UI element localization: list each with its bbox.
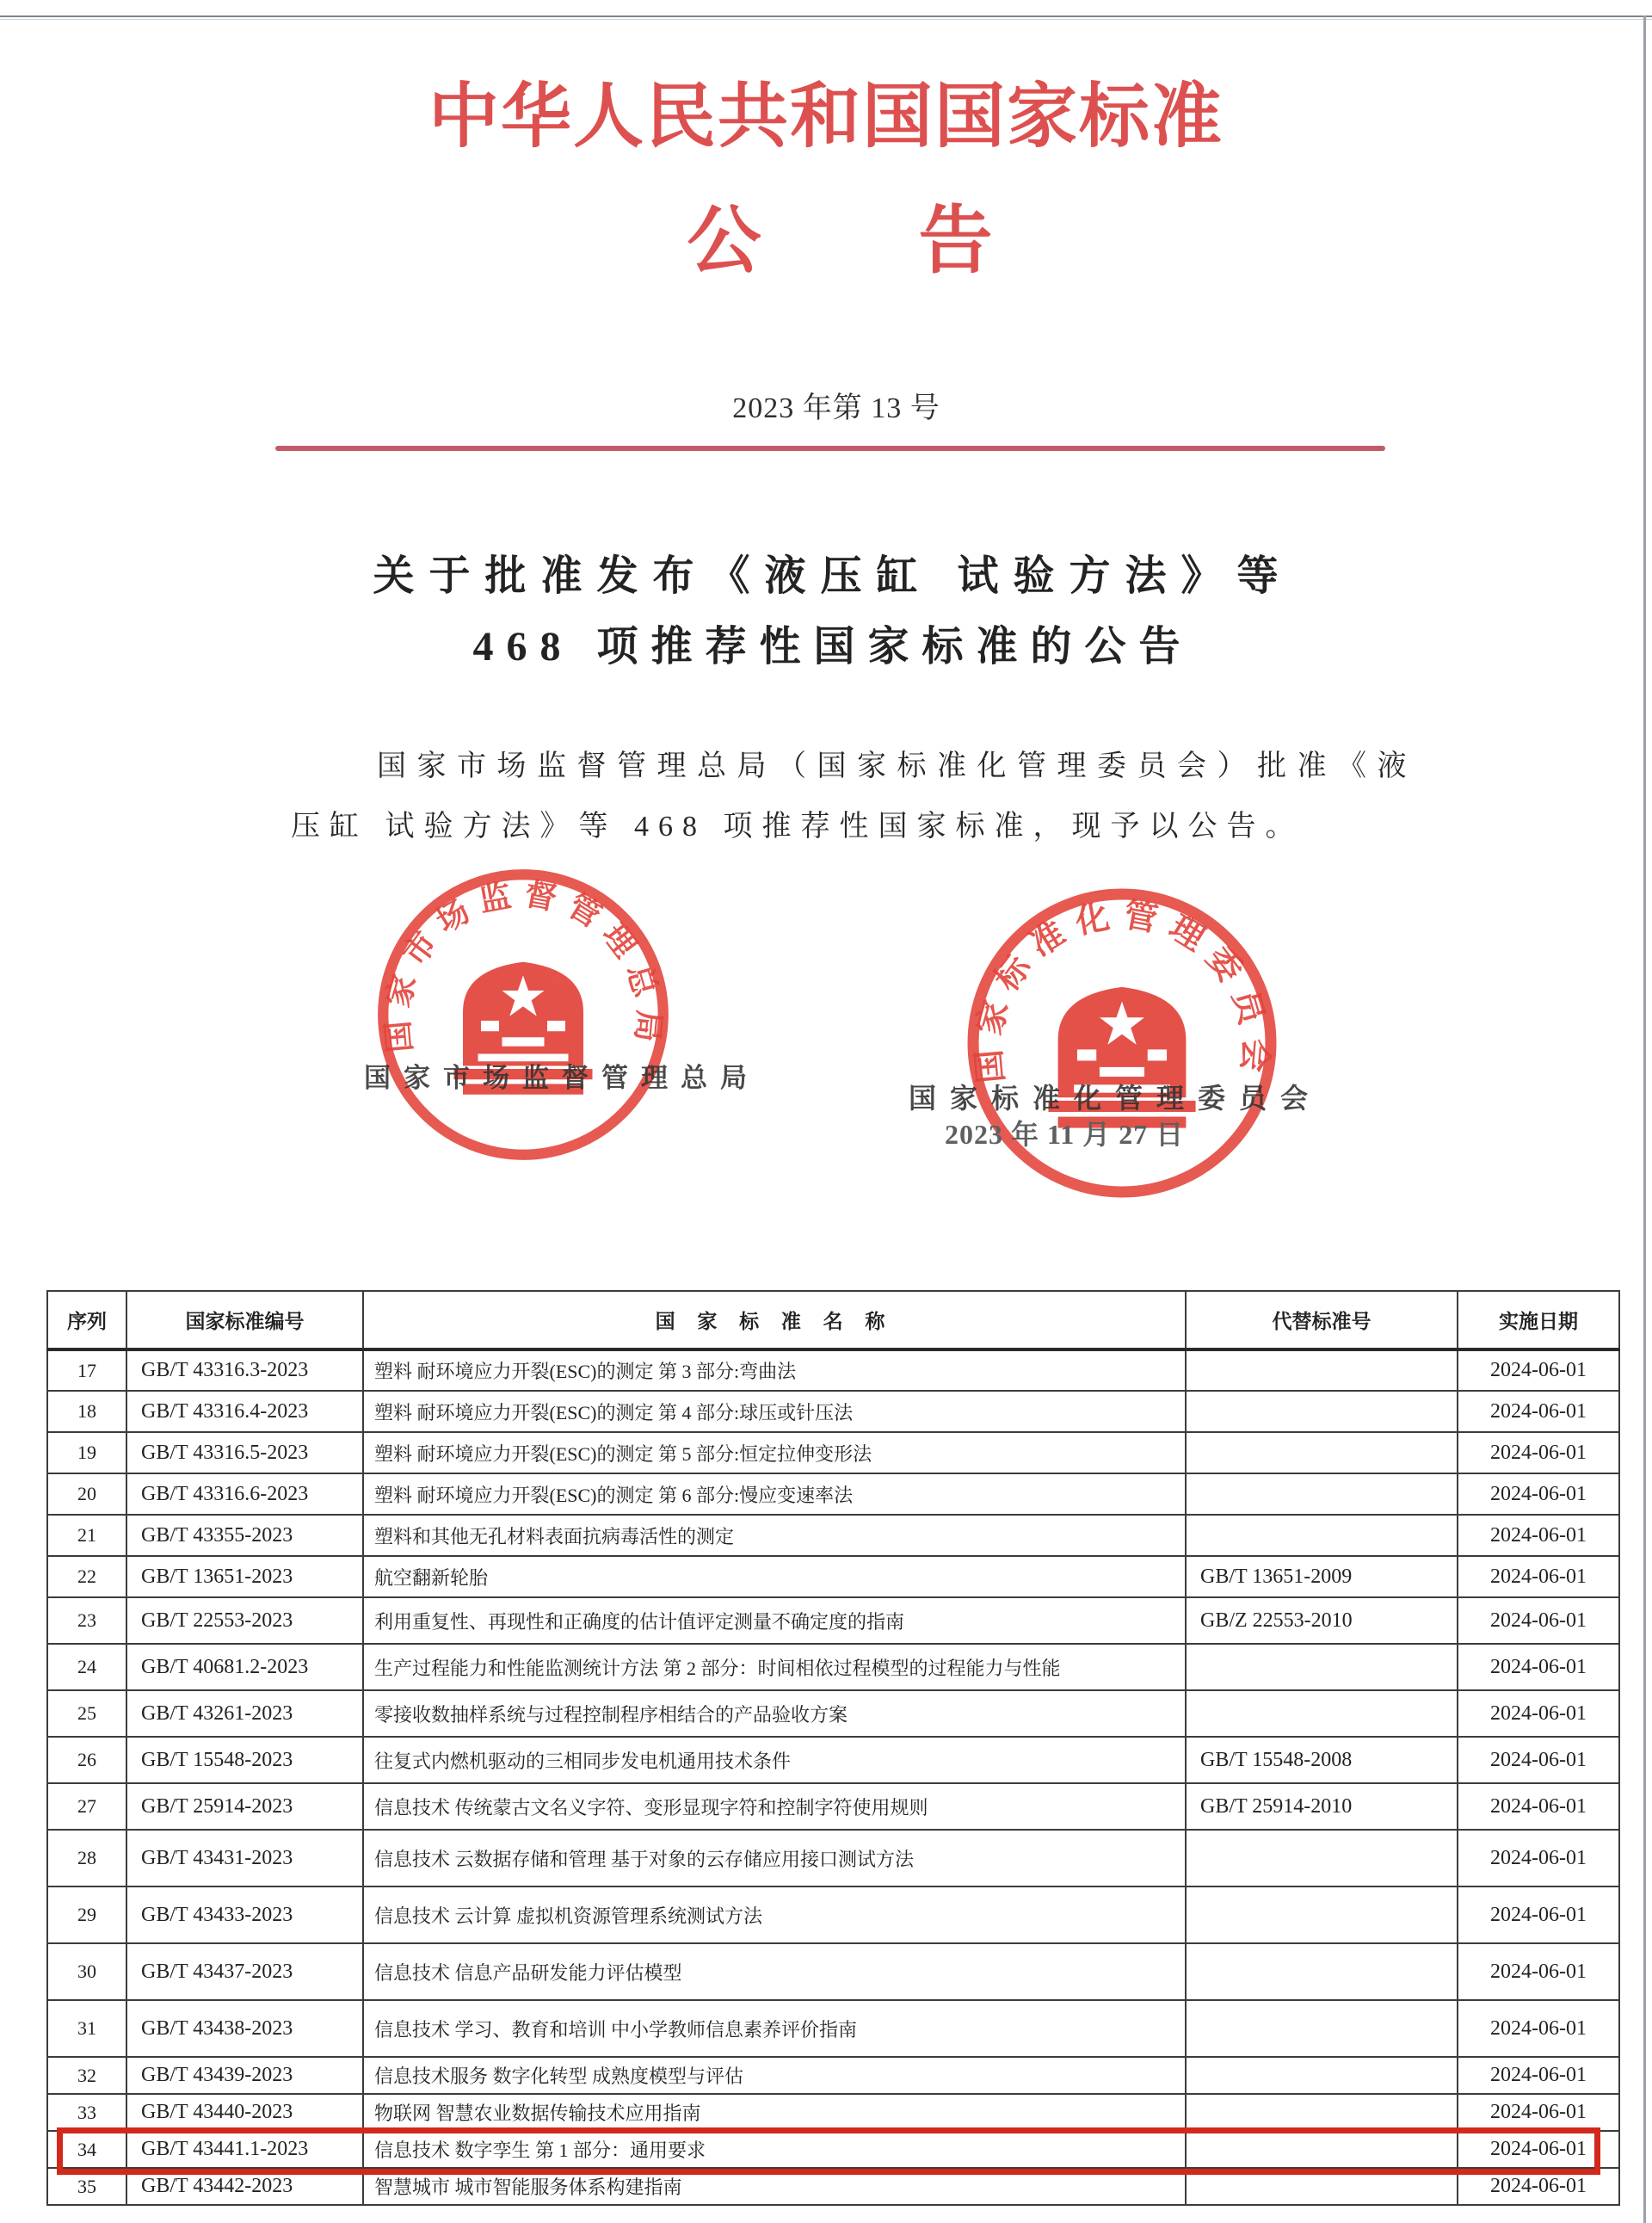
cell-seq: 21 (47, 1515, 126, 1556)
cell-seq: 35 (47, 2168, 126, 2205)
cell-seq: 34 (47, 2131, 126, 2168)
document-main-title: 中华人民共和国国家标准 (428, 77, 1224, 156)
cell-date: 2024-06-01 (1458, 1783, 1619, 1830)
cell-seq: 18 (47, 1391, 126, 1432)
table-row (47, 1830, 1619, 1886)
table-row (47, 1515, 1619, 1556)
cell-code: GB/T 43316.4-2023 (126, 1391, 363, 1432)
notice-body-line2: 压缸 试验方法》等 468 项推荐性国家标准，现予以公告。 (291, 811, 1304, 843)
cell-name: 信息技术 云数据存储和管理 基于对象的云存储应用接口测试方法 (363, 1830, 1186, 1886)
header-seq: 序列 (47, 1291, 126, 1349)
table-row (47, 1690, 1619, 1737)
table-row (47, 2094, 1619, 2131)
cell-seq: 27 (47, 1783, 126, 1830)
cell-code: GB/T 43442-2023 (126, 2168, 363, 2205)
table-row (47, 2000, 1619, 2057)
notice-title-line2: 468 项推荐性国家标准的公告 (472, 624, 1193, 670)
page-edge-top-line (0, 15, 1652, 17)
page-edge-top-line-light (0, 19, 1652, 20)
red-separator-line (275, 446, 1385, 451)
signature-samr: 国家市场监督管理总局 (364, 1063, 760, 1093)
table-row (47, 1597, 1619, 1644)
cell-date: 2024-06-01 (1458, 2131, 1619, 2168)
cell-seq: 20 (47, 1473, 126, 1515)
cell-replaces (1186, 1830, 1458, 1886)
cell-seq: 17 (47, 1349, 126, 1391)
cell-date: 2024-06-01 (1458, 1737, 1619, 1783)
seal-ring-text: 国家市场监督管理总局 (379, 875, 668, 1054)
cell-name: 信息技术 数字孪生 第 1 部分：通用要求 (363, 2131, 1186, 2168)
table-row (47, 1943, 1619, 2000)
cell-name: 塑料和其他无孔材料表面抗病毒活性的测定 (363, 1515, 1186, 1556)
table-row (47, 1737, 1619, 1783)
header-name: 国 家 标 准 名 称 (363, 1291, 1186, 1349)
cell-replaces (1186, 1943, 1458, 2000)
cell-code: GB/T 43316.3-2023 (126, 1349, 363, 1391)
cell-code: GB/T 25914-2023 (126, 1783, 363, 1830)
cell-name: 生产过程能力和性能监测统计方法 第 2 部分：时间相依过程模型的过程能力与性能 (363, 1644, 1186, 1690)
notice-title-line1: 关于批准发布《液压缸 试验方法》等 (373, 553, 1293, 599)
cell-code: GB/T 43316.6-2023 (126, 1473, 363, 1515)
cell-replaces (1186, 1473, 1458, 1515)
cell-code: GB/T 22553-2023 (126, 1597, 363, 1644)
cell-replaces (1186, 2057, 1458, 2094)
cell-seq: 23 (47, 1597, 126, 1644)
cell-date: 2024-06-01 (1458, 1830, 1619, 1886)
cell-code: GB/T 13651-2023 (126, 1556, 363, 1597)
cell-code: GB/T 43431-2023 (126, 1830, 363, 1886)
page-edge-right-line (1643, 15, 1646, 2223)
cell-name: 往复式内燃机驱动的三相同步发电机通用技术条件 (363, 1737, 1186, 1783)
cell-code: GB/T 43261-2023 (126, 1690, 363, 1737)
cell-name: 塑料 耐环境应力开裂(ESC)的测定 第 3 部分:弯曲法 (363, 1349, 1186, 1391)
cell-seq: 29 (47, 1886, 126, 1943)
cell-date: 2024-06-01 (1458, 2057, 1619, 2094)
cell-seq: 22 (47, 1556, 126, 1597)
cell-date: 2024-06-01 (1458, 1432, 1619, 1473)
cell-replaces (1186, 1644, 1458, 1690)
cell-date: 2024-06-01 (1458, 2094, 1619, 2131)
table-header-row (47, 1291, 1619, 1349)
cell-seq: 33 (47, 2094, 126, 2131)
header-date: 实施日期 (1458, 1291, 1619, 1349)
notice-body-line1: 国家市场监督管理总局（国家标准化管理委员会）批准《液 (377, 750, 1417, 782)
cell-replaces: GB/T 13651-2009 (1186, 1556, 1458, 1597)
cell-seq: 32 (47, 2057, 126, 2094)
cell-date: 2024-06-01 (1458, 1597, 1619, 1644)
cell-replaces (1186, 1690, 1458, 1737)
cell-seq: 31 (47, 2000, 126, 2057)
cell-replaces: GB/Z 22553-2010 (1186, 1597, 1458, 1644)
highlight-box-row-34 (57, 2127, 1600, 2175)
cell-name: 塑料 耐环境应力开裂(ESC)的测定 第 6 部分:慢应变速率法 (363, 1473, 1186, 1515)
signature-sac: 国家标准化管理委员会 (909, 1083, 1322, 1114)
table-row (47, 1473, 1619, 1515)
official-seal-sac (962, 883, 1282, 1203)
cell-name: 塑料 耐环境应力开裂(ESC)的测定 第 5 部分:恒定拉伸变形法 (363, 1432, 1186, 1473)
cell-date: 2024-06-01 (1458, 1644, 1619, 1690)
cell-seq: 24 (47, 1644, 126, 1690)
cell-name: 信息技术服务 数字化转型 成熟度模型与评估 (363, 2057, 1186, 2094)
cell-seq: 28 (47, 1830, 126, 1886)
cell-name: 物联网 智慧农业数据传输技术应用指南 (363, 2094, 1186, 2131)
header-code: 国家标准编号 (126, 1291, 363, 1349)
table-row (47, 1886, 1619, 1943)
cell-replaces: GB/T 25914-2010 (1186, 1783, 1458, 1830)
announcement-char-2: 告 (918, 200, 993, 282)
cell-replaces (1186, 1391, 1458, 1432)
cell-name: 利用重复性、再现性和正确度的估计值评定测量不确定度的指南 (363, 1597, 1186, 1644)
cell-date: 2024-06-01 (1458, 1515, 1619, 1556)
cell-name: 航空翻新轮胎 (363, 1556, 1186, 1597)
cell-name: 信息技术 传统蒙古文名义字符、变形显现字符和控制字符使用规则 (363, 1783, 1186, 1830)
cell-name: 信息技术 学习、教育和培训 中小学教师信息素养评价指南 (363, 2000, 1186, 2057)
cell-date: 2024-06-01 (1458, 1690, 1619, 1737)
announcement-char-1: 公 (687, 200, 761, 282)
cell-replaces (1186, 1515, 1458, 1556)
cell-code: GB/T 43316.5-2023 (126, 1432, 363, 1473)
table-row (47, 1783, 1619, 1830)
cell-name: 塑料 耐环境应力开裂(ESC)的测定 第 4 部分:球压或针压法 (363, 1391, 1186, 1432)
cell-code: GB/T 43437-2023 (126, 1943, 363, 2000)
cell-seq: 25 (47, 1690, 126, 1737)
cell-date: 2024-06-01 (1458, 1943, 1619, 2000)
cell-date: 2024-06-01 (1458, 1556, 1619, 1597)
cell-code: GB/T 43439-2023 (126, 2057, 363, 2094)
table-row (47, 1432, 1619, 1473)
table-row (47, 1644, 1619, 1690)
cell-code: GB/T 43433-2023 (126, 1886, 363, 1943)
cell-code: GB/T 15548-2023 (126, 1737, 363, 1783)
standards-table (46, 1290, 1620, 2206)
table-row (47, 2057, 1619, 2094)
signature-date: 2023 年 11 月 27 日 (945, 1119, 1185, 1150)
cell-date: 2024-06-01 (1458, 1473, 1619, 1515)
cell-code: GB/T 43355-2023 (126, 1515, 363, 1556)
table-row (47, 1391, 1619, 1432)
cell-replaces (1186, 1886, 1458, 1943)
cell-date: 2024-06-01 (1458, 1391, 1619, 1432)
cell-seq: 26 (47, 1737, 126, 1783)
cell-replaces (1186, 2094, 1458, 2131)
table-row (47, 1556, 1619, 1597)
cell-code: GB/T 40681.2-2023 (126, 1644, 363, 1690)
cell-date: 2024-06-01 (1458, 2168, 1619, 2205)
cell-date: 2024-06-01 (1458, 2000, 1619, 2057)
table-row (47, 1349, 1619, 1391)
official-seal-samr (373, 864, 674, 1165)
cell-code: GB/T 43441.1-2023 (126, 2131, 363, 2168)
cell-name: 信息技术 信息产品研发能力评估模型 (363, 1943, 1186, 2000)
cell-replaces (1186, 2000, 1458, 2057)
cell-date: 2024-06-01 (1458, 1886, 1619, 1943)
cell-replaces (1186, 1349, 1458, 1391)
cell-date: 2024-06-01 (1458, 1349, 1619, 1391)
seal-ring-text: 国家标准化管理委员会 (970, 896, 1274, 1085)
cell-name: 零接收数抽样系统与过程控制程序相结合的产品验收方案 (363, 1690, 1186, 1737)
cell-code: GB/T 43440-2023 (126, 2094, 363, 2131)
cell-replaces (1186, 1432, 1458, 1473)
issue-number: 2023 年第 13 号 (732, 392, 940, 424)
cell-code: GB/T 43438-2023 (126, 2000, 363, 2057)
cell-name: 智慧城市 城市智能服务体系构建指南 (363, 2168, 1186, 2205)
announcement-title (14, 181, 1652, 287)
cell-name: 信息技术 云计算 虚拟机资源管理系统测试方法 (363, 1886, 1186, 1943)
cell-replaces: GB/T 15548-2008 (1186, 1737, 1458, 1783)
cell-seq: 30 (47, 1943, 126, 2000)
cell-seq: 19 (47, 1432, 126, 1473)
header-replaces: 代替标准号 (1186, 1291, 1458, 1349)
